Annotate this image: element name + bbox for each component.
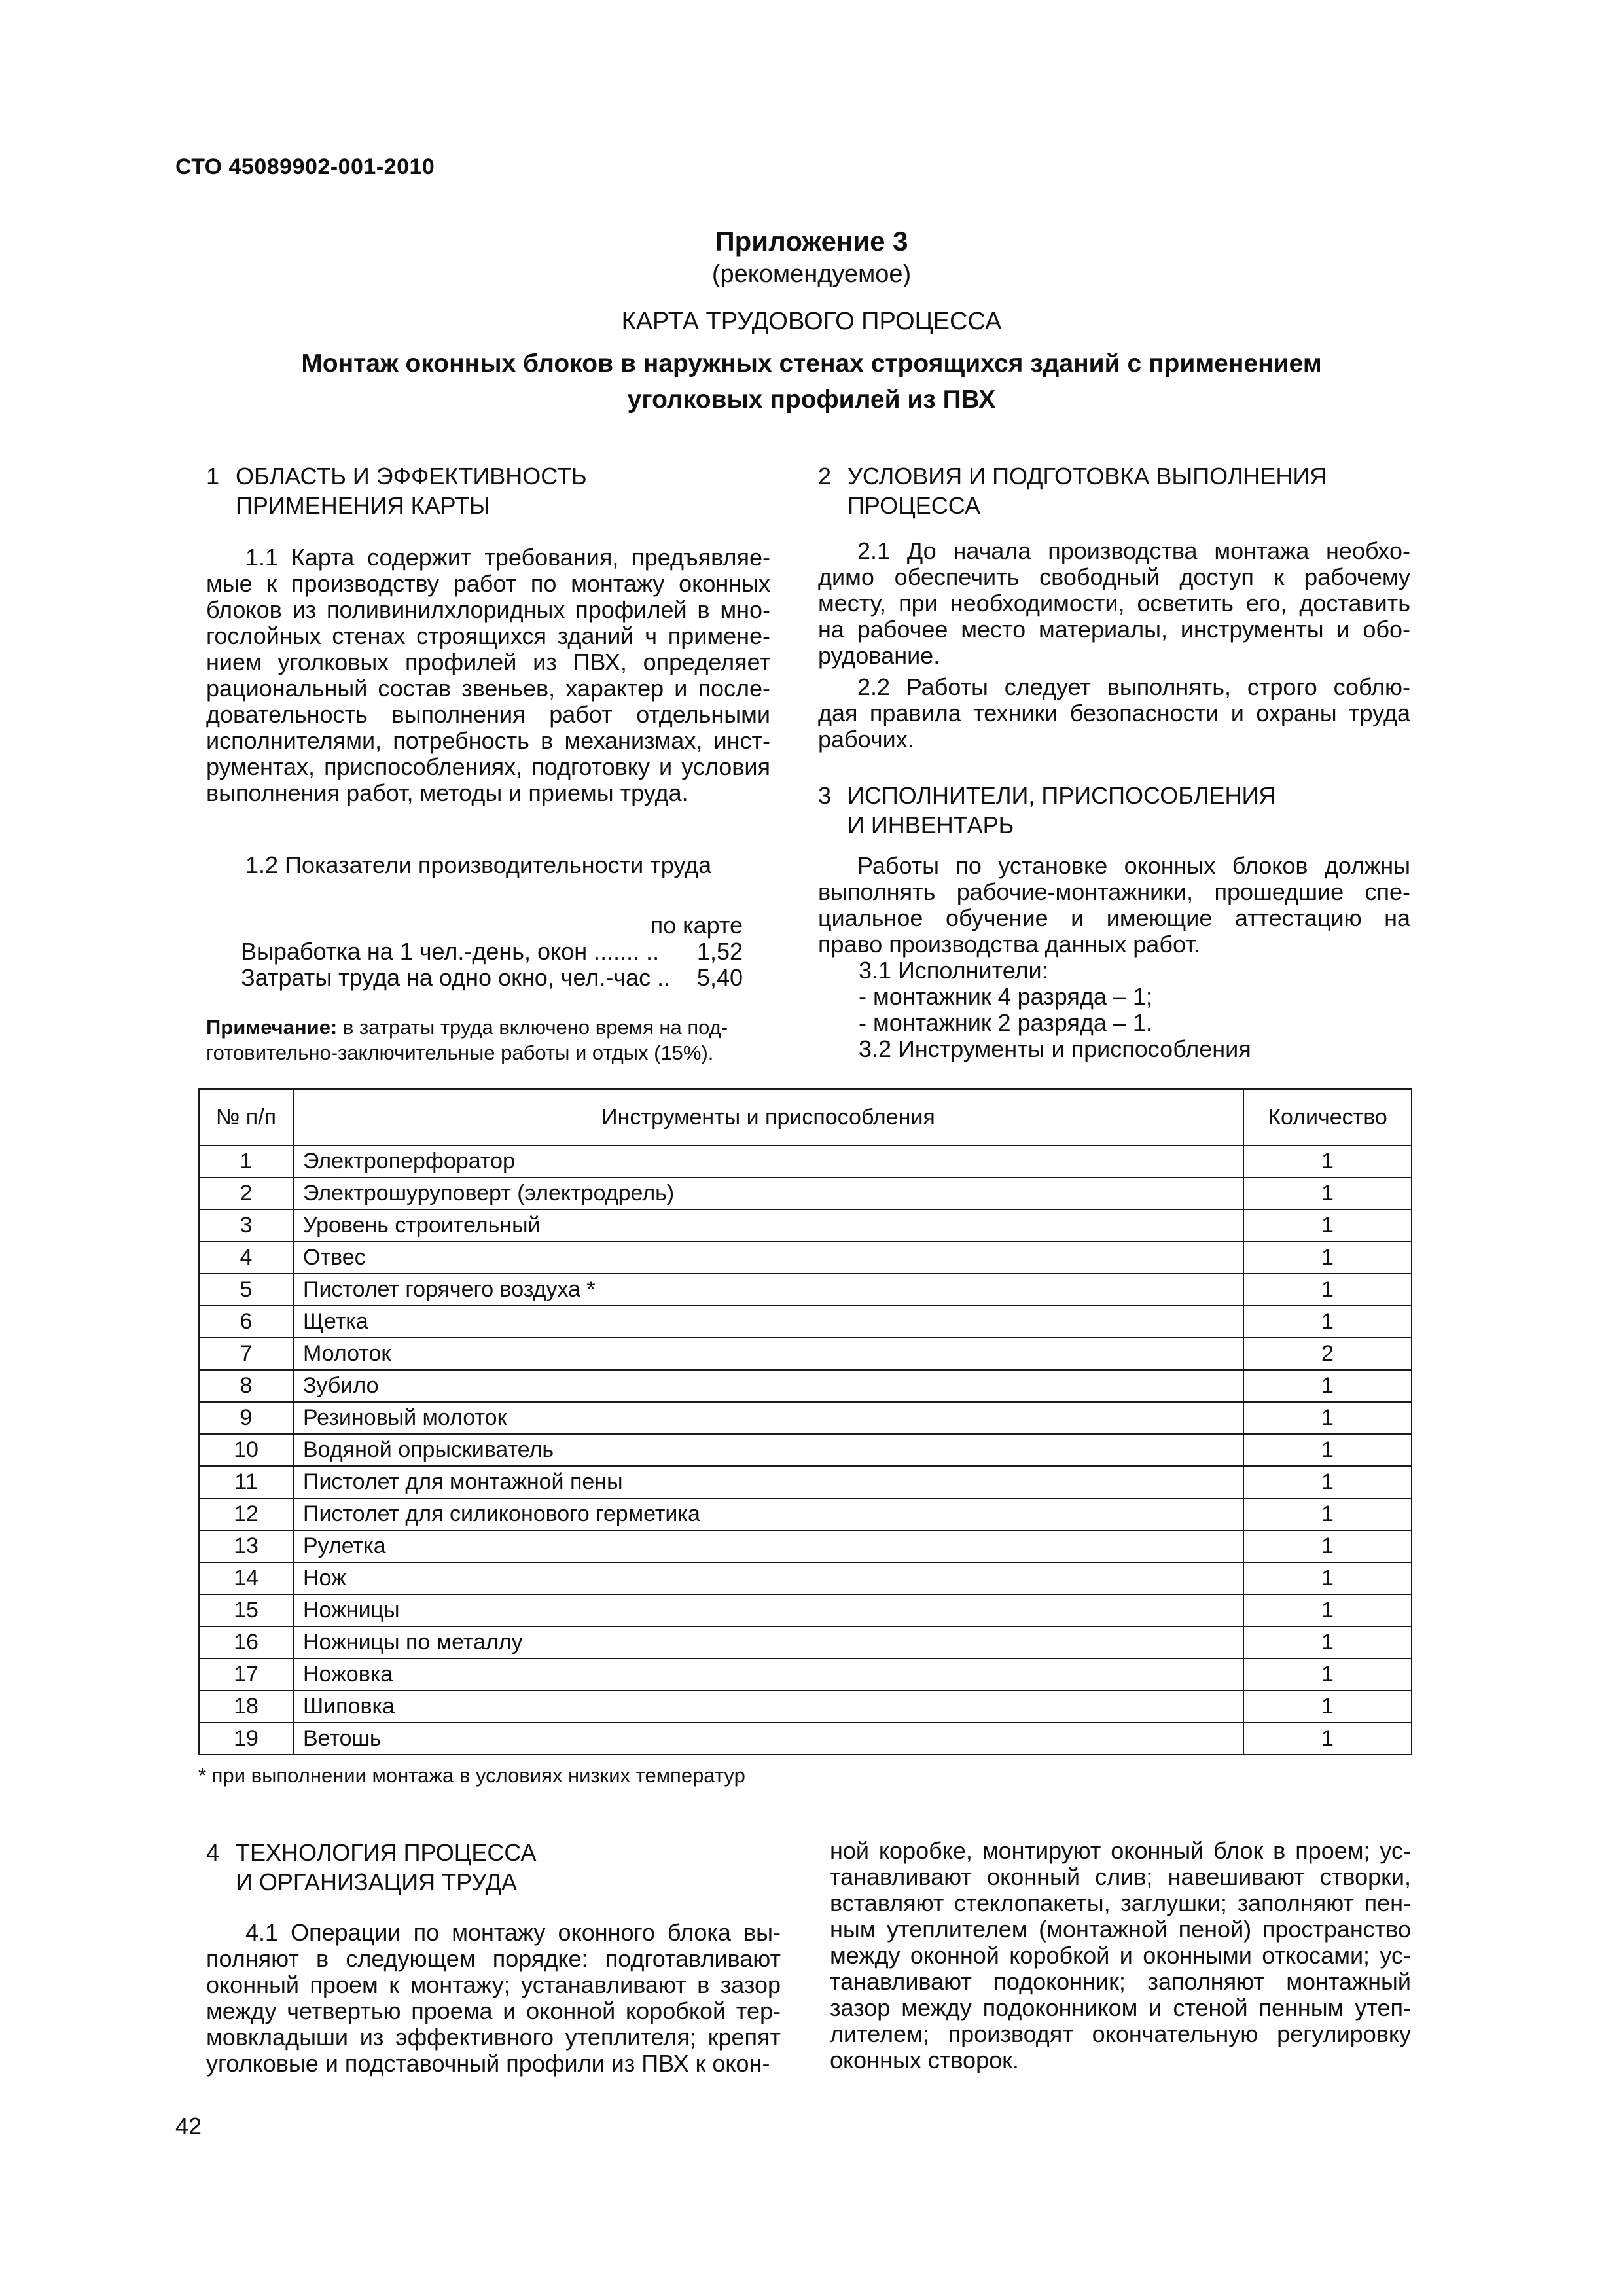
cell-number: 11: [199, 1466, 293, 1498]
section-1-heading-line-1: ОБЛАСТЬ И ЭФФЕКТИВНОСТЬ: [236, 463, 587, 490]
column-header-number: № п/п: [199, 1089, 293, 1145]
cell-quantity: 1: [1243, 1466, 1412, 1498]
s11-line: исполнителями, потребность в механизмах, инст-: [206, 727, 770, 754]
section-4-heading-line-1: ТЕХНОЛОГИЯ ПРОЦЕССА: [236, 1839, 537, 1866]
cell-number: 6: [199, 1306, 293, 1338]
cell-number: 4: [199, 1242, 293, 1274]
cell-quantity: 1: [1243, 1498, 1412, 1530]
s4l-line: мовкладыши из эффективного утеплителя; крепят: [206, 2024, 781, 2051]
performance-output-label: Выработка на 1 чел.-день, окон ....... ..: [241, 938, 660, 965]
s22-line: дая правила техники безопасности и охраны труда: [818, 700, 1410, 726]
cell-number: 5: [199, 1274, 293, 1306]
column-header-tools: Инструменты и приспособления: [293, 1089, 1243, 1145]
s3-line: право производства данных работ.: [818, 931, 1200, 958]
section-3-heading-line-2: И ИНВЕНТАРЬ: [847, 812, 1014, 838]
cell-number: 17: [199, 1659, 293, 1691]
section-2-heading-line-1: УСЛОВИЯ И ПОДГОТОВКА ВЫПОЛНЕНИЯ: [847, 463, 1327, 490]
cell-number: 7: [199, 1338, 293, 1370]
table-row: [199, 1145, 1412, 1177]
cell-number: 8: [199, 1370, 293, 1402]
section-1-2-paragraph: [206, 852, 770, 878]
table-row: [199, 1370, 1412, 1402]
s3-line: Работы по установке оконных блоков должны: [857, 852, 1410, 879]
section-3-2-label: 3.2 Инструменты и приспособления: [859, 1035, 1251, 1062]
section-3-lists: [859, 958, 1410, 1062]
cell-tool-name: Шиповка: [293, 1691, 1243, 1723]
cell-tool-name: Зубило: [293, 1370, 1243, 1402]
cell-quantity: 1: [1243, 1210, 1412, 1242]
table-row: [199, 1338, 1412, 1370]
s11-line: довательность выполнения работ отдельными: [206, 701, 770, 728]
s11-line: блоков из поливинилхлоридных профилей в мно-: [206, 596, 770, 623]
section-3-number: 3: [818, 782, 832, 809]
s4r-line: вставляют стеклопакеты, заглушки; заполняют пен-: [830, 1890, 1411, 1916]
cell-number: 12: [199, 1498, 293, 1530]
cell-tool-name: Отвес: [293, 1242, 1243, 1274]
cell-quantity: 1: [1243, 1274, 1412, 1306]
cell-number: 10: [199, 1434, 293, 1466]
column-header-quantity: Количество: [1243, 1089, 1412, 1145]
main-title-line-2: уголковых профилей из ПВХ: [627, 386, 996, 414]
cell-quantity: 1: [1243, 1530, 1412, 1562]
performance-labor-label: Затраты труда на одно окно, чел.-час ..: [241, 964, 671, 991]
table-row: [199, 1691, 1412, 1723]
cell-number: 2: [199, 1177, 293, 1210]
s4l-line: между четвертью проема и оконной коробкой тер-: [206, 1998, 781, 2024]
table-row: [199, 1594, 1412, 1626]
s11-line: рациональный состав звеньев, характер и после-: [206, 675, 770, 702]
cell-tool-name: Резиновый молоток: [293, 1402, 1243, 1434]
cell-number: 15: [199, 1594, 293, 1626]
table-row: [199, 1210, 1412, 1242]
s4l-line: полняют в следующем порядке: подготавливают: [206, 1945, 781, 1972]
section-2-heading-line-2: ПРОЦЕССА: [847, 492, 980, 519]
s21-line: на рабочее место материалы, инструменты и обо-: [818, 616, 1410, 643]
cell-tool-name: Водяной опрыскиватель: [293, 1434, 1243, 1466]
table-row: [199, 1402, 1412, 1434]
table-footnote: * при выполнении монтажа в условиях низких температур: [198, 1764, 745, 1787]
section-3-heading: [818, 781, 1410, 840]
cell-quantity: 1: [1243, 1723, 1412, 1755]
cell-tool-name: Ножовка: [293, 1659, 1243, 1691]
section-2-1-paragraph: [818, 538, 1410, 669]
s22-line: рабочих.: [818, 726, 914, 753]
note: [206, 1014, 770, 1066]
cell-tool-name: Уровень строительный: [293, 1210, 1243, 1242]
cell-quantity: 1: [1243, 1691, 1412, 1723]
section-4-heading-line-2: И ОРГАНИЗАЦИЯ ТРУДА: [236, 1869, 517, 1895]
cell-tool-name: Рулетка: [293, 1530, 1243, 1562]
note-line-2: готовительно-заключительные работы и отдых (15%).: [206, 1041, 714, 1064]
section-4-heading: [206, 1838, 770, 1897]
table-row: [199, 1177, 1412, 1210]
table-row: [199, 1562, 1412, 1594]
section-2-heading: [818, 461, 1410, 520]
s11-line: гослойных стенах строящихся зданий ч примене-: [206, 622, 770, 649]
section-1-heading-line-2: ПРИМЕНЕНИЯ КАРТЫ: [236, 492, 490, 519]
s11-line: рументах, приспособлениях, подготовку и условия: [206, 753, 770, 780]
cell-number: 9: [199, 1402, 293, 1434]
s4r-line: зазор между подоконником и стеной пенным утеп-: [830, 1994, 1411, 2021]
cell-quantity: 1: [1243, 1402, 1412, 1434]
main-title-line-1: Монтаж оконных блоков в наружных стенах строящихся зданий с применением: [301, 350, 1322, 378]
cell-tool-name: Пистолет для монтажной пены: [293, 1466, 1243, 1498]
cell-tool-name: Электроперфоратор: [293, 1145, 1243, 1177]
cell-quantity: 1: [1243, 1370, 1412, 1402]
table-row: [199, 1434, 1412, 1466]
section-3-1-item-2: - монтажник 2 разряда – 1.: [859, 1009, 1152, 1036]
table-row: [199, 1306, 1412, 1338]
s21-line: димо обеспечить свободный доступ к рабочему: [818, 564, 1410, 590]
cell-tool-name: Молоток: [293, 1338, 1243, 1370]
section-3-1-label: 3.1 Исполнители:: [859, 957, 1048, 984]
s21-line: 2.1 До начала производства монтажа необхо-: [857, 537, 1410, 564]
s4r-line: танавливают подоконник; заполняют монтажный: [830, 1968, 1411, 1995]
table-row: [199, 1466, 1412, 1498]
cell-number: 16: [199, 1626, 293, 1659]
tools-table-body: [199, 1145, 1412, 1755]
table-row: [199, 1659, 1412, 1691]
cell-quantity: 1: [1243, 1626, 1412, 1659]
section-3-paragraph: [818, 853, 1410, 958]
s4r-line: танавливают оконный слив; навешивают створки,: [830, 1863, 1411, 1890]
section-4-1-paragraph-left: [206, 1920, 781, 2077]
s11-line: нием уголковых профилей из ПВХ, определяет: [206, 649, 770, 675]
s21-line: рудование.: [818, 642, 940, 669]
s4r-line: ной коробке, монтируют оконный блок в проем; ус-: [830, 1837, 1411, 1864]
s11-line: выполнения работ, методы и приемы труда.: [206, 780, 688, 806]
cell-quantity: 1: [1243, 1562, 1412, 1594]
cell-number: 1: [199, 1145, 293, 1177]
cell-number: 14: [199, 1562, 293, 1594]
cell-quantity: 1: [1243, 1145, 1412, 1177]
main-title: [0, 346, 1623, 418]
section-1-heading: [206, 461, 770, 520]
card-title: КАРТА ТРУДОВОГО ПРОЦЕССА: [621, 308, 1002, 335]
cell-number: 19: [199, 1723, 293, 1755]
section-3-1-item-1: - монтажник 4 разряда – 1;: [859, 983, 1152, 1010]
table-row: [199, 1498, 1412, 1530]
cell-tool-name: Ножницы по металлу: [293, 1626, 1243, 1659]
performance-output-value: 1,52: [696, 938, 743, 965]
cell-tool-name: Ветошь: [293, 1723, 1243, 1755]
table-row: [199, 1626, 1412, 1659]
s4r-line: лителем; производят окончательную регулировку: [830, 2020, 1411, 2047]
cell-tool-name: Ножницы: [293, 1594, 1243, 1626]
section-3-heading-line-1: ИСПОЛНИТЕЛИ, ПРИСПОСОБЛЕНИЯ: [847, 782, 1276, 809]
s4l-line: уголковые и подставочный профили из ПВХ к окон-: [206, 2050, 770, 2077]
cell-quantity: 1: [1243, 1434, 1412, 1466]
appendix-title: Приложение 3: [715, 226, 908, 257]
cell-quantity: 2: [1243, 1338, 1412, 1370]
tools-table-header-row: [199, 1089, 1412, 1145]
performance-labor-value: 5,40: [696, 964, 743, 991]
s4l-line: 4.1 Операции по монтажу оконного блока вы-: [245, 1919, 781, 1946]
s3-line: выполнять рабочие-монтажники, прошедшие спе-: [818, 878, 1410, 905]
cell-quantity: 1: [1243, 1177, 1412, 1210]
section-1-number: 1: [206, 463, 220, 490]
cell-quantity: 1: [1243, 1659, 1412, 1691]
cell-quantity: 1: [1243, 1242, 1412, 1274]
page-number: 42: [175, 2113, 202, 2140]
section-2-2-paragraph: [818, 674, 1410, 753]
cell-number: 3: [199, 1210, 293, 1242]
s11-line: мые к производству работ по монтажу оконных: [206, 570, 770, 597]
section-1-2-text: 1.2 Показатели производительности труда: [245, 852, 712, 878]
cell-quantity: 1: [1243, 1594, 1412, 1626]
cell-tool-name: Щетка: [293, 1306, 1243, 1338]
s3-line: циальное обучение и имеющие аттестацию на: [818, 905, 1410, 931]
cell-tool-name: Нож: [293, 1562, 1243, 1594]
cell-number: 13: [199, 1530, 293, 1562]
appendix-subtitle: (рекомендуемое): [711, 260, 912, 288]
s4l-line: оконный проем к монтажу; устанавливают в зазор: [206, 1971, 781, 1998]
tools-table: [198, 1088, 1412, 1755]
note-label: Примечание:: [206, 1016, 338, 1039]
table-row: [199, 1242, 1412, 1274]
section-4-number: 4: [206, 1839, 220, 1866]
table-row: [199, 1274, 1412, 1306]
s4r-line: оконных створок.: [830, 2047, 1019, 2073]
cell-number: 18: [199, 1691, 293, 1723]
s22-line: 2.2 Работы следует выполнять, строго соблю-: [857, 673, 1410, 700]
section-4-1-paragraph-right: [830, 1838, 1411, 2073]
cell-tool-name: Пистолет для силиконового герметика: [293, 1498, 1243, 1530]
cell-tool-name: Пистолет горячего воздуха *: [293, 1274, 1243, 1306]
cell-quantity: 1: [1243, 1306, 1412, 1338]
s11-line: 1.1 Карта содержит требования, предъявляе-: [245, 544, 770, 571]
s4r-line: ным утеплителем (монтажной пеной) пространство: [830, 1916, 1411, 1943]
s21-line: месту, при необходимости, осветить его, доставить: [818, 590, 1410, 617]
table-row: [199, 1723, 1412, 1755]
s4r-line: между оконной коробкой и оконными откосами; ус-: [830, 1942, 1411, 1969]
section-2-number: 2: [818, 463, 832, 490]
document-code: СТО 45089902-001-2010: [175, 154, 435, 179]
performance-header: по карте: [650, 912, 743, 939]
section-1-1-paragraph: [206, 545, 770, 806]
cell-tool-name: Электрошуруповерт (электродрель): [293, 1177, 1243, 1210]
table-row: [199, 1530, 1412, 1562]
note-line-1: в затраты труда включено время на под-: [342, 1016, 728, 1039]
performance-block: [241, 912, 743, 991]
